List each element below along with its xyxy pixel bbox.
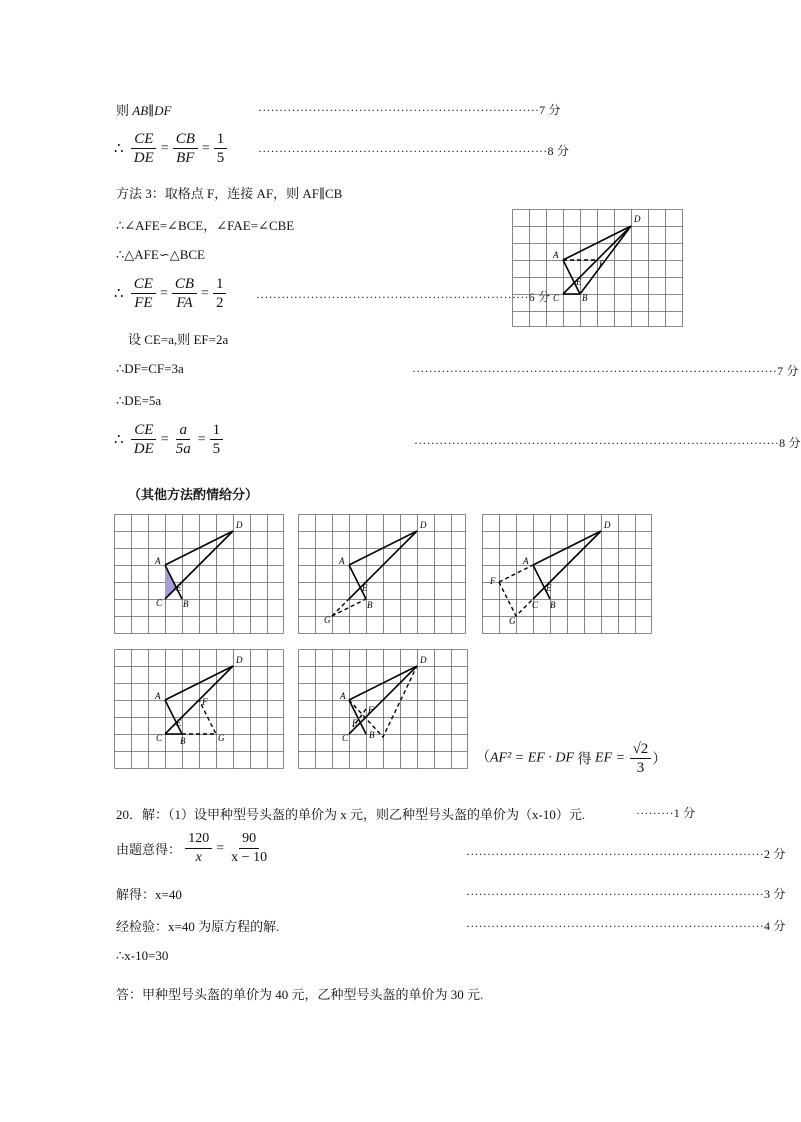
label-d: D <box>420 655 427 665</box>
score-dots <box>258 142 569 159</box>
label-a: A <box>340 691 346 701</box>
formula-ef: EF = <box>595 750 626 766</box>
grid-figure-2 <box>298 514 466 634</box>
equals: = <box>201 140 210 156</box>
label-c: C <box>553 293 560 303</box>
formula-lhs: AF² = EF · DF <box>490 750 575 766</box>
note-formula <box>476 740 666 777</box>
label-e: E <box>176 583 182 593</box>
score-dots <box>414 434 801 451</box>
score: 3 分 <box>763 887 786 901</box>
label-a: A <box>553 250 559 260</box>
label-c: C <box>156 733 163 743</box>
label-a: A <box>523 556 529 566</box>
text-prefix: 则 <box>116 103 133 118</box>
denominator: x <box>195 850 202 865</box>
fraction <box>131 130 157 167</box>
score-dots <box>636 804 695 821</box>
expr-ab-parallel-df: AB∥DF <box>132 103 172 118</box>
formula-mid: 得 <box>574 752 596 768</box>
grid-lines <box>115 650 284 769</box>
line-ratio-result <box>114 130 228 167</box>
line-ratio-cf <box>114 275 227 312</box>
score-dots <box>466 845 786 862</box>
label-g: G <box>324 615 331 625</box>
set-line <box>128 329 228 348</box>
dots: ······················································································· <box>412 364 778 378</box>
similar-text: ∴△AFE∽△BCE <box>116 247 206 262</box>
label-c: C <box>156 598 163 608</box>
denominator: 2 <box>215 295 224 311</box>
score-dots <box>466 885 786 902</box>
therefore-symbol: ∴ <box>114 432 124 448</box>
therefore-symbol: ∴ <box>114 141 124 157</box>
angles-text: ∴∠AFE=∠BCE，∠FAE=∠CBE <box>116 218 295 233</box>
score: 7 分 <box>777 364 799 378</box>
triangle-lines <box>349 666 417 734</box>
dots: ······································································· <box>466 847 764 861</box>
numerator: CE <box>131 275 156 294</box>
dots: ······················································································· <box>414 436 780 450</box>
numerator: 1 <box>213 275 227 294</box>
grid-figure-5 <box>298 649 468 769</box>
numerator: CB <box>172 275 197 294</box>
denominator: BF <box>176 150 195 166</box>
eq-label: 由题意得： <box>116 842 182 857</box>
dots: ····································································· <box>258 144 548 158</box>
fraction <box>131 275 156 312</box>
fraction <box>630 740 652 777</box>
q20-intro <box>116 804 585 823</box>
dots: ········· <box>636 806 674 820</box>
fraction <box>213 275 227 312</box>
label-f: F <box>202 697 208 707</box>
therefore-symbol: ∴ <box>114 286 124 302</box>
numerator: 1 <box>214 130 228 149</box>
denominator: 5 <box>216 150 225 166</box>
dots: ································································· <box>256 290 529 304</box>
label-f: F <box>490 576 496 586</box>
fraction <box>131 421 157 458</box>
set-text: 设 CE=a,则 EF=2a <box>128 332 229 347</box>
numerator: 1 <box>210 421 224 440</box>
paren-close: ） <box>652 752 667 768</box>
fraction <box>185 830 212 867</box>
label-d: D <box>236 655 243 665</box>
q20-solve <box>116 884 182 903</box>
score: 6 分 <box>528 290 551 304</box>
denominator: FE <box>134 295 153 311</box>
numerator: CB <box>173 130 198 149</box>
score: 2 分 <box>763 847 786 861</box>
equals: = <box>160 140 169 156</box>
equals: = <box>216 840 225 856</box>
label-e: E <box>546 583 552 593</box>
dashed-lines <box>332 599 366 616</box>
line-parallel <box>116 100 171 119</box>
angles-line <box>116 215 294 234</box>
numerator: CE <box>131 421 156 440</box>
triangle-lines <box>349 531 417 599</box>
then-text: ∴x-10=30 <box>116 948 169 963</box>
other-methods-text: （其他方法酌情给分） <box>128 488 259 503</box>
dots: ······································································· <box>466 887 764 901</box>
q20-intro-text: 20．解：（1）设甲种型号头盔的单价为 x 元，则乙种型号头盔的单价为（x-10）元. <box>116 807 586 822</box>
label-e: E <box>352 718 358 728</box>
other-methods-note <box>128 484 258 503</box>
df-line <box>116 361 184 377</box>
fraction <box>214 130 228 167</box>
line-final-ratio <box>114 421 224 458</box>
label-d: D <box>604 520 611 530</box>
label-f: F <box>599 259 605 269</box>
label-c: C <box>342 733 349 743</box>
label-b: B <box>550 600 556 610</box>
fraction <box>210 421 224 458</box>
score-dots <box>412 362 799 379</box>
numerator: √2 <box>630 740 652 759</box>
grid-figure-4 <box>114 649 284 769</box>
label-e: E <box>176 718 182 728</box>
label-a: A <box>339 556 345 566</box>
equals: = <box>201 285 209 301</box>
q20-answer <box>116 984 483 1003</box>
label-a: A <box>155 691 161 701</box>
label-e: E <box>362 583 368 593</box>
numerator: CE <box>131 130 156 149</box>
solve-text: 解得：x=40 <box>116 887 182 902</box>
score: 7 分 <box>539 103 561 117</box>
grid-lines <box>299 650 468 769</box>
q20-equation <box>116 830 271 867</box>
label-b: B <box>183 599 189 609</box>
numerator: 90 <box>239 830 259 849</box>
score: 4 分 <box>763 919 786 933</box>
score-dots <box>258 101 561 118</box>
denominator: 5a <box>175 441 191 457</box>
grid-figure-method3 <box>512 209 683 327</box>
check-text: 经检验：x=40 为原方程的解. <box>116 919 280 934</box>
q20-then <box>116 948 168 964</box>
score-dots <box>466 917 786 934</box>
equals: = <box>197 431 206 447</box>
label-e: E <box>576 277 582 287</box>
label-g: G <box>509 616 516 626</box>
denominator: DE <box>133 150 154 166</box>
score-dots <box>256 288 550 305</box>
label-d: D <box>420 520 427 530</box>
denominator: x − 10 <box>231 850 268 865</box>
label-c: C <box>532 600 539 610</box>
grid-lines <box>513 210 683 327</box>
similar-line <box>116 247 205 263</box>
de-text: ∴DE=5a <box>116 393 162 408</box>
dashed-lines <box>182 700 216 734</box>
fraction <box>173 130 198 167</box>
denominator: 3 <box>636 760 645 776</box>
q20-check <box>116 916 279 935</box>
method3-line: 方法 3：取格点 F，连接 AF，则 AF∥CB <box>116 186 343 201</box>
df-text: ∴DF=CF=3a <box>116 361 184 376</box>
label-f: F <box>368 705 374 715</box>
equals: = <box>160 431 169 447</box>
denominator: FA <box>176 295 193 311</box>
grid-lines <box>115 515 284 634</box>
numerator: 120 <box>185 830 212 849</box>
score: 1 分 <box>673 806 696 820</box>
paren-open: （ <box>476 750 490 766</box>
dashed-lines <box>499 565 533 616</box>
numerator: a <box>176 421 190 440</box>
grid-figure-1 <box>114 514 284 634</box>
fraction <box>173 421 194 458</box>
denominator: DE <box>133 441 154 457</box>
answer-text: 答：甲种型号头盔的单价为 40 元，乙种型号头盔的单价为 30 元. <box>116 987 484 1002</box>
dots: ······································································· <box>466 919 764 933</box>
fraction <box>172 275 197 312</box>
score: 8 分 <box>779 436 801 450</box>
de-line <box>116 393 161 409</box>
label-a: A <box>155 556 161 566</box>
fraction <box>228 830 270 867</box>
label-g: G <box>218 733 225 743</box>
score: 8 分 <box>547 144 570 158</box>
denominator: 5 <box>212 441 221 457</box>
label-b: B <box>180 736 186 746</box>
grid-figure-3 <box>482 514 652 634</box>
dots: ··································································· <box>258 103 540 117</box>
label-b: B <box>367 600 373 610</box>
triangle-lines <box>533 531 601 599</box>
label-d: D <box>236 520 243 530</box>
label-b: B <box>369 730 375 740</box>
label-b: B <box>582 293 588 303</box>
label-d: D <box>634 214 641 224</box>
grid-lines <box>483 515 652 634</box>
method3-text <box>116 183 342 202</box>
equals: = <box>159 285 168 301</box>
